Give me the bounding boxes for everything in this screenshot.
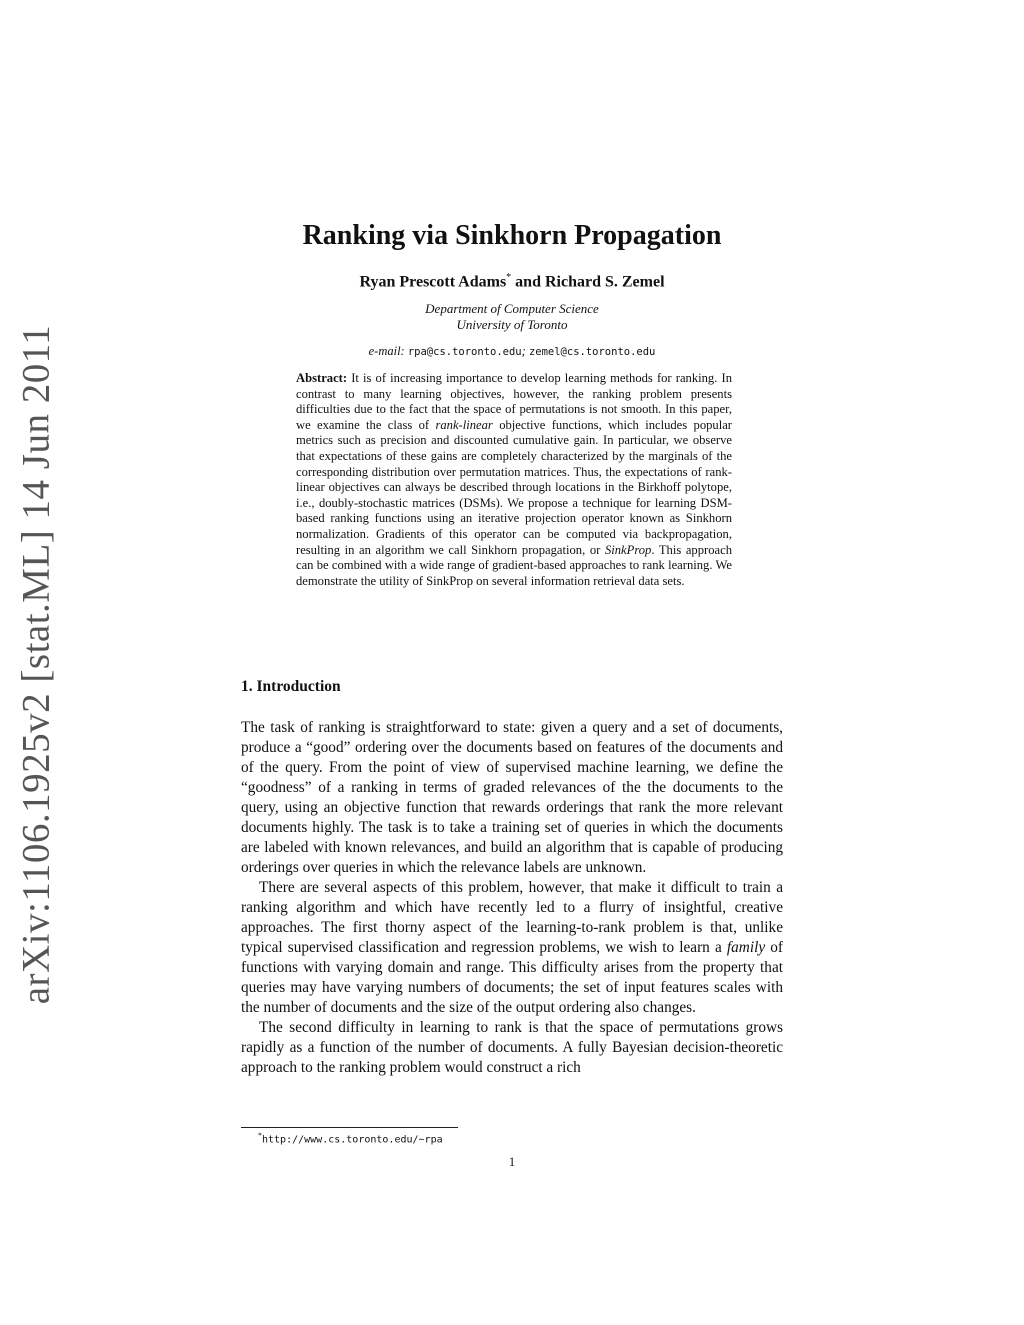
university: University of Toronto: [456, 317, 568, 332]
footnote-marker: *: [258, 1131, 262, 1140]
author-footnote-marker: *: [506, 272, 512, 283]
paper-title: Ranking via Sinkhorn Propagation: [302, 220, 722, 251]
paragraph-emph-family: family: [726, 939, 766, 956]
email-separator: ;: [521, 344, 526, 358]
email-second: zemel@cs.toronto.edu: [528, 346, 656, 358]
arxiv-identifier: arXiv:1106.1925v2 [stat.ML] 14 Jun 2011: [14, 324, 58, 1004]
email-label: e-mail:: [368, 344, 405, 358]
abstract-text-1: It is of increasing importance to develop learning methods for ranking. In contrast to many learning objectives, however, the ranking problem presents difficulties due to the fact that the space of permutations is not smooth. In this paper, we examine the class of: [296, 371, 732, 432]
footnote-url: http://www.cs.toronto.edu/~rpa: [262, 1134, 443, 1146]
section-heading: 1. Introduction: [241, 678, 341, 695]
author-line: [240, 272, 784, 291]
author-joiner: and: [511, 273, 545, 291]
email-line: [240, 344, 784, 359]
abstract: [296, 371, 732, 589]
abstract-label: Abstract:: [296, 371, 348, 385]
footnote: [258, 1131, 443, 1145]
abstract-emph-sinkprop: SinkProp: [604, 542, 652, 557]
page-number: 1: [508, 1155, 516, 1169]
paragraph-text: of functions with varying domain and range. This difficulty arises from the property that queries may have varying numbers of documents; the set of input features scales with the number of documents and the size of the output ordering also changes.: [241, 939, 784, 1016]
abstract-emph-rank-linear: rank-linear: [435, 417, 493, 432]
introduction-body: [241, 718, 783, 1078]
paragraph: The second difficulty in learning to rank is that the space of permutations grows rapidly as a function of the number of documents. A fully Bayesian decision-theoretic approach to the ranking problem would construct a rich: [241, 1019, 783, 1076]
department: Department of Computer Science: [425, 301, 599, 316]
footnote-rule: [241, 1127, 458, 1128]
arxiv-stamp: [6, 324, 66, 1004]
paragraph: The task of ranking is straightforward to state: given a query and a set of documents, produce a “good” ordering over the documents based on features of the documents and of the query. From the point of view of supervised machine learning, we define the “goodness” of a ranking in terms of graded relevances of the the documents to the query, using an objective function that rewards orderings that rank the more relevant documents highly. The task is to take a training set of queries in which the documents are labeled with known relevances, and build an algorithm that is capable of producing orderings over queries in which the relevance labels are unknown.: [241, 719, 783, 876]
abstract-text-2: objective functions, which includes popular metrics such as precision and discounted cumulative gain. In particular, we observe that expectations of these gains are completely characterized by the marginals of the corresponding distribution over permutation matrices. Thus, the expectations of rank-linear objectives can always be described through locations in the Birkhoff polytope, i.e., doubly-stochastic matrices (DSMs). We propose a technique for learning DSM-based ranking functions using an iterative projection operator known as Sinkhorn normalization. Gradients of this operator can be computed via backpropagation, resulting in an algorithm we call Sinkhorn propagation, or: [296, 417, 732, 557]
affiliation: [240, 301, 784, 333]
email-first: rpa@cs.toronto.edu: [407, 346, 522, 358]
author-second: Richard S. Zemel: [544, 273, 665, 291]
author-first: Ryan Prescott Adams: [359, 273, 507, 291]
abstract-text-3: . This approach can be combined with a wide range of gradient-based approaches to rank learning. We demonstrate the utility of SinkProp on several information retrieval data sets.: [296, 542, 732, 588]
paragraph: [241, 878, 783, 1018]
paragraph-text: There are several aspects of this problem, however, that make it difficult to train a ranking algorithm and which have recently led to a flurry of insightful, creative approaches. The first thorny aspect of the learning-to-rank problem is that, unlike typical supervised classification and regression problems, we wish to learn a: [241, 879, 783, 956]
